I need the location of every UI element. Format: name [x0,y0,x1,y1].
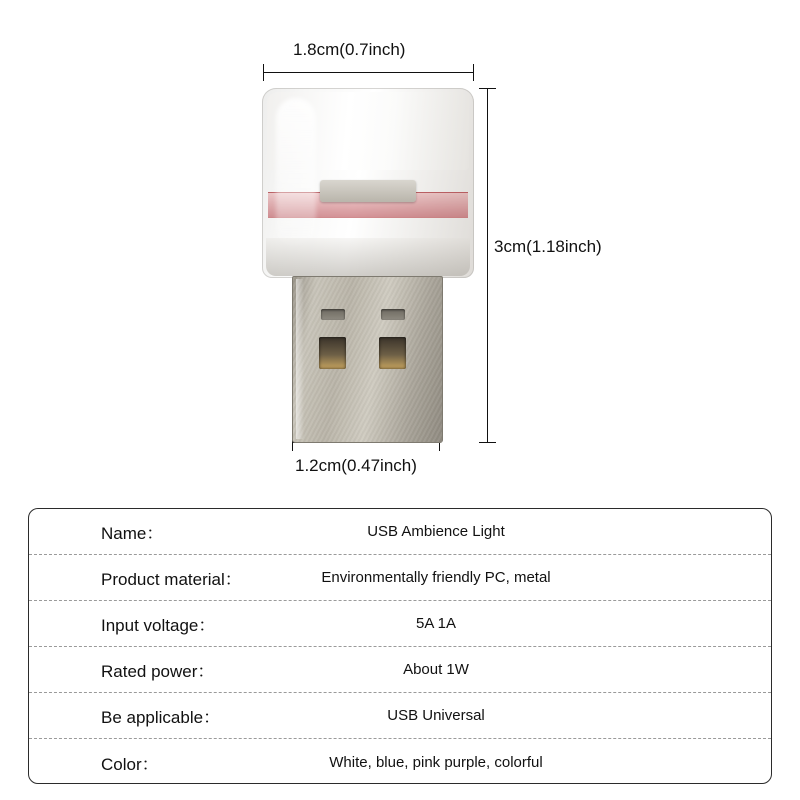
table-row [29,647,771,693]
right-dimension-line [487,88,488,442]
table-row [29,555,771,601]
height-right-label: 3cm(1.18inch) [494,237,602,256]
top-dimension-line [263,72,473,73]
spec-label-color: Color： [101,754,159,774]
spec-label-name: Name： [101,524,164,543]
light-diffuser-cap [262,88,474,278]
usb-metal-texture [293,277,442,442]
spec-value-color: White, blue, pink purple, colorful [329,753,543,771]
spec-value-input-voltage: 5A 1A [415,615,457,632]
spec-value-product-material: Environmentally friendly PC, metal [321,569,551,586]
table-row [29,739,771,784]
table-row [29,601,771,647]
spec-label-input-voltage: Input voltage： [101,616,216,635]
usb-contact-left [319,337,346,369]
width-bottom-label: 1.2cm(0.47inch) [295,456,417,475]
usb-connector [292,276,443,443]
top-dimension-tick-right [473,64,474,81]
usb-ambience-light-image [262,88,474,443]
top-dimension-tick-left [263,64,264,81]
spec-label-be-applicable: Be applicable： [101,708,221,727]
specification-table [28,508,772,784]
usb-contact-right [379,337,406,369]
right-dimension-tick-top [479,88,496,89]
spec-value-name: USB Ambience Light [367,523,505,540]
usb-retention-hole-left [321,309,345,320]
right-dimension-tick-bottom [479,442,496,443]
spec-value-rated-power: About 1W [403,661,469,678]
width-top-label: 1.8cm(0.7inch) [293,40,406,59]
table-row [29,509,771,555]
cap-highlight [276,98,316,248]
led-chip [320,180,416,202]
usb-edge-highlight [296,279,304,439]
spec-label-rated-power: Rated power： [101,662,215,681]
spec-label-product-material: Product material： [101,570,242,589]
spec-value-be-applicable: USB Universal [387,707,485,724]
cap-bottom-shade [266,238,470,276]
table-row [29,693,771,739]
usb-retention-hole-right [381,309,405,320]
